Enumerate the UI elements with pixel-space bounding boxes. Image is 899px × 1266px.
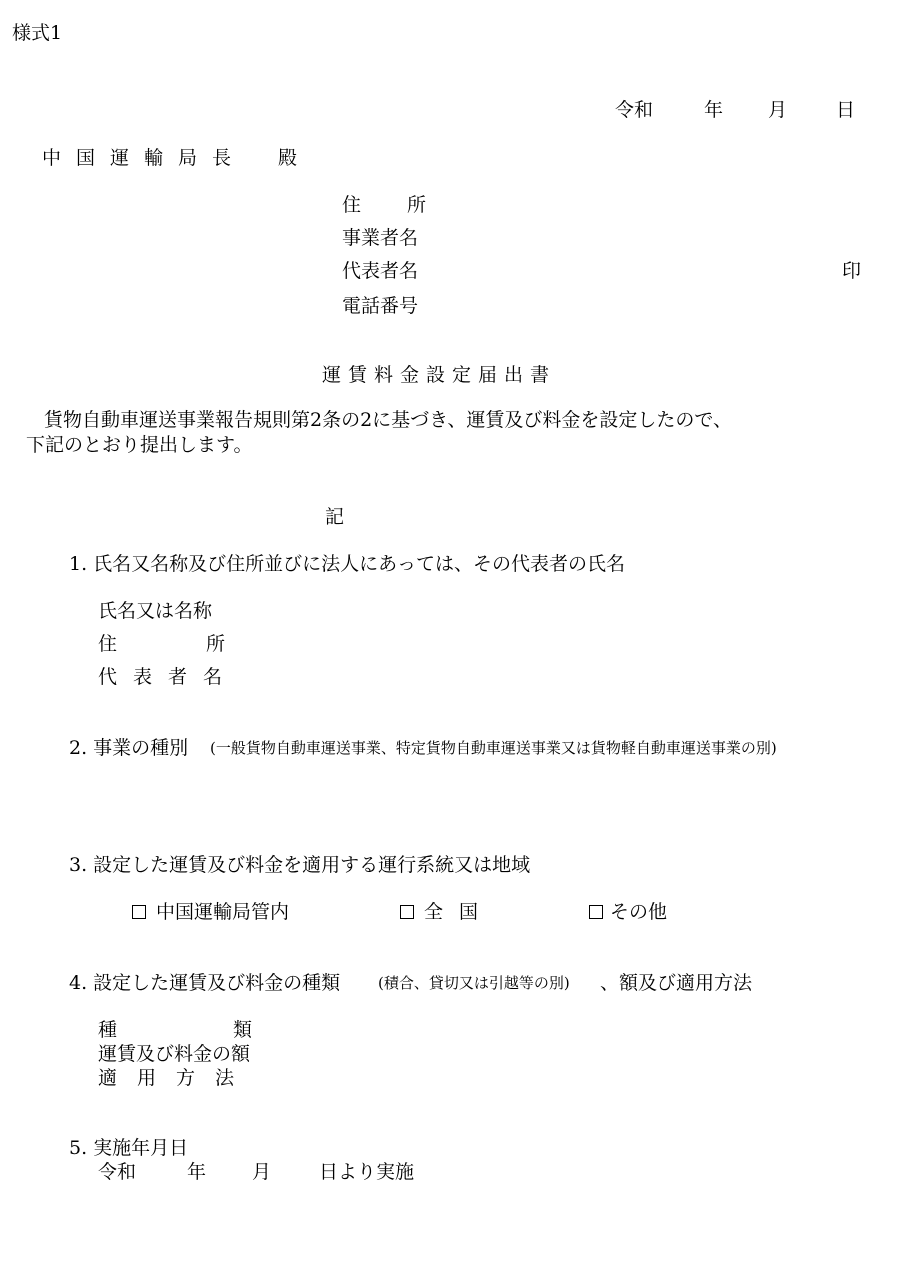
section-5-year: 年 (187, 1161, 207, 1183)
seal-label: 印 (842, 260, 862, 282)
document-title: 運賃料金設定届出書 (322, 364, 557, 386)
option-nationwide-label: 全国 (424, 901, 495, 923)
section-1-address-label: 住所 (98, 633, 315, 655)
option-other-label: その他 (610, 901, 668, 923)
section-4-amount-label: 運賃及び料金の額 (98, 1043, 251, 1065)
section-1-representative-label: 代表者名 (98, 666, 239, 688)
option-chugoku-region-label: 中国運輸局管内 (156, 901, 290, 923)
section-4-method-label: 適用方法 (98, 1067, 255, 1089)
section-3-heading: 3. 設定した運賃及び料金を適用する運行系統又は地域 (69, 854, 531, 876)
checkbox-nationwide[interactable] (400, 905, 414, 919)
section-4-heading-tail: 、額及び適用方法 (600, 972, 753, 994)
date-month: 月 (768, 99, 788, 121)
section-5-era: 令和 (98, 1161, 137, 1183)
addressee-honorific: 殿 (278, 147, 298, 169)
section-5-month: 月 (252, 1161, 272, 1183)
ki-marker: 記 (325, 506, 345, 528)
section-1-heading: 1. 氏名又名称及び住所並びに法人にあっては、その代表者の氏名 (69, 553, 625, 575)
intro-line-1: 貨物自動車運送事業報告規則第2条の2に基づき、運賃及び料金を設定したので、 (44, 409, 733, 431)
section-1-name-label: 氏名又は名称 (98, 600, 213, 622)
applicant-business-name-label: 事業者名 (342, 227, 419, 249)
section-5-suffix: 日より実施 (319, 1161, 415, 1183)
section-4-type-label: 種類 (98, 1019, 369, 1041)
date-year: 年 (704, 99, 724, 121)
applicant-phone-label: 電話番号 (342, 295, 419, 317)
checkbox-other[interactable] (589, 905, 603, 919)
checkbox-chugoku-region[interactable] (132, 905, 146, 919)
section-5-heading: 5. 実施年月日 (69, 1137, 189, 1159)
intro-line-2: 下記のとおり提出します。 (26, 434, 253, 456)
date-era: 令和 (615, 99, 654, 121)
applicant-address-label: 住所 (342, 194, 473, 216)
applicant-representative-label: 代表者名 (342, 260, 419, 282)
date-day: 日 (836, 99, 856, 121)
section-4-note: (積合、貸切又は引越等の別) (378, 974, 570, 992)
section-2-heading: 2. 事業の種別 (69, 737, 189, 759)
section-2-note: (一般貨物自動車運送事業、特定貨物自動車運送事業又は貨物軽自動車運送事業の別) (210, 739, 777, 757)
form-label: 様式1 (12, 22, 63, 44)
addressee-name: 中国運輸局長 (42, 147, 247, 169)
section-4-heading: 4. 設定した運賃及び料金の種類 (69, 972, 341, 994)
